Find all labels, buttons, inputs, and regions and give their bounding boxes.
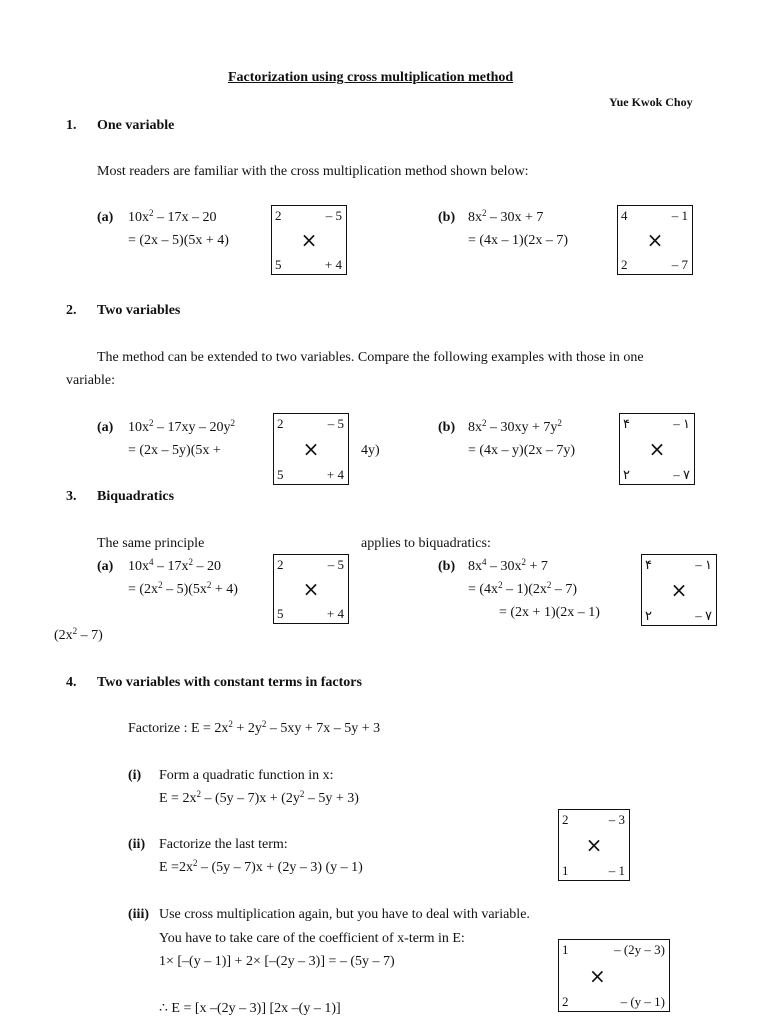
s1-b-expression: $8x^2 - 30x + 7$ xyxy=(468,208,544,225)
s4-i-text: Form a quadratic function in x: xyxy=(159,768,334,783)
s4-i-label: (i) xyxy=(128,768,142,783)
box-top-right: – 5 xyxy=(325,208,342,223)
s2-a-cross-box xyxy=(273,413,349,485)
s4-iii-label: (iii) xyxy=(128,907,149,922)
cross-icon: × xyxy=(300,228,318,252)
s1-b-factorization: = (4x – 1)(2x – 7) xyxy=(468,233,569,248)
s4-ii-label: (ii) xyxy=(128,837,146,852)
section-2-number: 2. xyxy=(66,303,77,318)
box-bottom-left: 1 xyxy=(562,863,569,878)
cross-icon: × xyxy=(302,437,320,461)
section-3-intro-cont: applies to biquadratics: xyxy=(361,536,491,551)
s4-ii-cross-box xyxy=(558,809,630,881)
box-top-left: 2 xyxy=(277,557,284,572)
cross-icon: × xyxy=(646,228,664,252)
section-2-heading: Two variables xyxy=(97,303,181,318)
section-1-heading: One variable xyxy=(97,118,175,133)
s2-a-label: (a) xyxy=(97,420,114,435)
page-title: Factorization using cross multiplication method xyxy=(228,70,514,85)
s2-a-expression: $10x^2 - 17xy - 20y^2$ xyxy=(128,418,235,435)
s3-overflow-text: $(2x^2 - 7)$ xyxy=(54,626,103,643)
s3-b-cross-box xyxy=(641,554,717,626)
s2-b-expression: $8x^2 - 30xy + 7y^2$ xyxy=(468,418,562,435)
section-4-number: 4. xyxy=(66,675,77,690)
box-bottom-left: ۲ xyxy=(645,608,652,623)
section-3-intro: The same principle xyxy=(97,536,205,551)
box-top-right: – 5 xyxy=(327,557,344,572)
s1-b-cross-box xyxy=(617,205,693,275)
s2-a-factorization: = (2x – 5y)(5x + xyxy=(128,443,221,458)
s1-a-factorization: = (2x – 5)(5x + 4) xyxy=(128,233,229,248)
s4-iii-cross-box xyxy=(558,939,670,1012)
s1-a-label: (a) xyxy=(97,210,114,225)
box-top-right: – ۱ xyxy=(695,557,712,572)
cross-icon: × xyxy=(302,577,320,601)
box-top-left: ۴ xyxy=(645,557,652,572)
s4-iii-text-2: You have to take care of the coefficient of x-term in E: xyxy=(159,931,465,946)
cross-icon: × xyxy=(670,578,688,602)
box-top-left: 4 xyxy=(621,208,628,223)
section-4-heading: Two variables with constant terms in factors xyxy=(97,675,362,690)
box-bottom-right: – 7 xyxy=(671,257,688,272)
box-bottom-left: 2 xyxy=(621,257,628,272)
s2-a-factorization-tail: 4y) xyxy=(361,443,380,458)
box-top-left: 2 xyxy=(277,416,284,431)
s4-ii-equation: $E =2x^2 - (5y - 7)x + (2y - 3)$ (y – 1) xyxy=(159,858,363,875)
s2-b-label: (b) xyxy=(438,420,456,435)
section-1-number: 1. xyxy=(66,118,77,133)
box-bottom-right: – (y – 1) xyxy=(620,994,665,1009)
s4-iii-text-1: Use cross multiplication again, but you have to deal with variable. xyxy=(159,907,530,922)
box-top-left: 1 xyxy=(562,942,569,957)
s1-b-label: (b) xyxy=(438,210,456,225)
box-bottom-right: – ۷ xyxy=(673,467,690,482)
cross-icon: × xyxy=(648,437,666,461)
section-1-intro: Most readers are familiar with the cross multiplication method shown below: xyxy=(97,164,529,179)
box-top-right: – (2y – 3) xyxy=(614,942,665,957)
box-top-left: ۴ xyxy=(623,416,630,431)
box-bottom-right: – 1 xyxy=(608,863,625,878)
s4-iii-equation: 1× [–(y – 1)] + 2× [–(2y – 3)] = – (5y – 7) xyxy=(159,954,395,969)
cross-icon: × xyxy=(589,963,606,988)
s3-b-label: (b) xyxy=(438,559,456,574)
box-bottom-right: + 4 xyxy=(326,467,344,482)
box-bottom-left: 2 xyxy=(562,994,569,1009)
box-bottom-right: + 4 xyxy=(326,606,344,621)
box-top-right: – 5 xyxy=(327,416,344,431)
cross-icon: × xyxy=(585,833,603,857)
s2-b-cross-box xyxy=(619,413,695,485)
s4-iii-therefore: ∴ E = [x –(2y – 3)] [2x –(y – 1)] xyxy=(159,1001,341,1016)
box-top-left: 2 xyxy=(275,208,282,223)
section-2-intro-cont: variable: xyxy=(66,373,115,388)
s2-b-factorization: = (4x – y)(2x – 7y) xyxy=(468,443,576,458)
box-bottom-right: – ۷ xyxy=(695,608,712,623)
s1-a-cross-box xyxy=(271,205,347,275)
s3-b-factorization: = $(4x^2 - 1)(2x^2 - 7)$ xyxy=(468,580,578,597)
s4-ii-text: Factorize the last term: xyxy=(159,837,288,852)
s3-a-cross-box xyxy=(273,554,349,624)
s1-a-expression: $10x^2 - 17x - 20$ xyxy=(128,208,217,225)
s4-factorize-line: Factorize : $E = 2x^2 + 2y^2 - 5xy + 7x - 5y + 3$ xyxy=(128,719,381,736)
s4-i-equation: $E = 2x^2 - (5y - 7)x + (2y^2 - 5y + 3)$ xyxy=(159,789,359,806)
box-bottom-left: 5 xyxy=(275,257,282,272)
box-top-left: 2 xyxy=(562,812,569,827)
s3-a-expression: $10x^4 - 17x^2 - 20$ xyxy=(128,557,221,574)
box-bottom-right: + 4 xyxy=(324,257,342,272)
box-top-right: – 1 xyxy=(671,208,688,223)
author: Yue Kwok Choy xyxy=(609,95,693,109)
box-top-right: – ۱ xyxy=(673,416,690,431)
section-3-heading: Biquadratics xyxy=(97,489,175,504)
s3-a-factorization: = $(2x^2 - 5)(5x^2 + 4)$ xyxy=(128,580,238,597)
s3-b-expression: $8x^4 - 30x^2 + 7$ xyxy=(468,557,548,574)
s3-b-factorization-2: = (2x + 1)(2x – 1) xyxy=(499,605,600,620)
section-2-intro: The method can be extended to two variables. Compare the following examples with those in one xyxy=(97,350,644,365)
section-3-number: 3. xyxy=(66,489,77,504)
s3-a-label: (a) xyxy=(97,559,114,574)
box-bottom-left: ۲ xyxy=(623,467,630,482)
box-bottom-left: 5 xyxy=(277,467,284,482)
box-bottom-left: 5 xyxy=(277,606,284,621)
box-top-right: – 3 xyxy=(608,812,625,827)
